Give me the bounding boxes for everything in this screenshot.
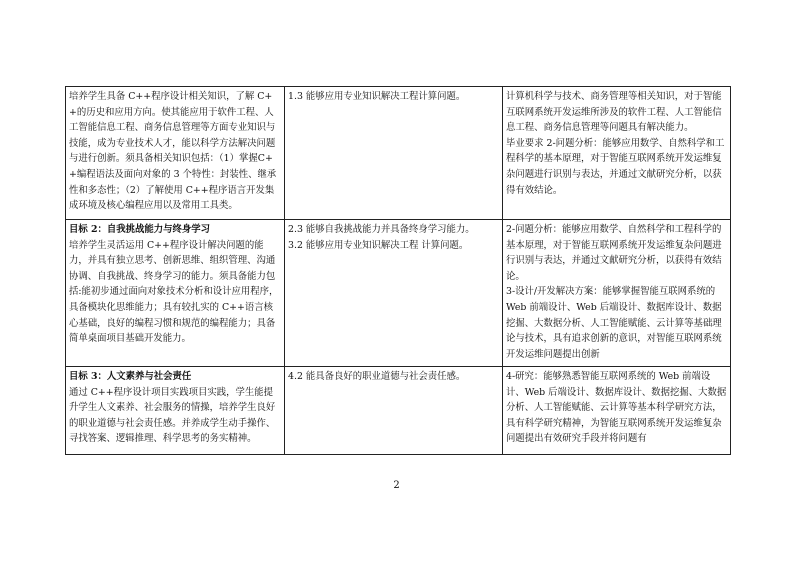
requirement-cell	[503, 220, 731, 367]
indicator-cell	[285, 220, 503, 367]
page-number: 2	[393, 480, 400, 491]
requirement-text: 毕业要求 2-问题分析：能够应用数学、自然科学和工程科学的基本原理，对于智能互联网系统开发运维复杂问题进行识别与表达，并通过文献研究分析，以获得有效结论。	[506, 137, 725, 196]
table-row	[66, 367, 731, 455]
requirement-text: 3-设计/开发解决方案：能够掌握智能互联网系统的 Web 前端设计、Web 后端设计、数据库设计、数据挖掘、大数据分析、人工智能赋能、云计算等基础理论与技术，具有追求创新的意识，对智能互联网系统开发运维问题提出创新	[506, 286, 722, 360]
indicator-text: 4.2 能具备良好的职业道德与社会责任感。	[288, 371, 466, 382]
indicator-cell	[285, 367, 503, 455]
indicator-text: 3.2 能够应用专业知识解决工程 计算问题。	[288, 239, 469, 251]
indicator-cell	[285, 87, 503, 220]
objective-title: 目标 2：自我挑战能力与终身学习	[69, 224, 211, 235]
requirement-text: 2-问题分析：能够应用数学、自然科学和工程科学的基本原理，对于智能互联网系统开发运维复杂问题进行识别与表达，并通过文献研究分析，以获得有效结论。	[506, 224, 722, 282]
curriculum-table	[65, 86, 731, 455]
table-row	[66, 87, 731, 220]
objective-cell	[66, 367, 285, 455]
requirement-cell	[503, 367, 731, 455]
indicator-text: 2.3 能够自我挑战能力并具备终身学习能力。	[288, 224, 475, 235]
objective-title: 目标 3：人文素养与社会责任	[69, 371, 192, 382]
indicator-text: 1.3 能够应用专业知识解决工程计算问题。	[288, 91, 466, 102]
requirement-cell	[503, 87, 731, 220]
objective-text: 培养学生具备 C++程序设计相关知识，了解 C++的历史和应用方向。使其能应用于软件工程、人工智能信息工程、商务信息管理等方面专业知识与技能，成为专业技术人才，能以科学方法解决问题与进行创新。须具备相关知识包括：（1）掌握C++编程语法及面向对象的 3 个特性：封装性、继承性和多态性；（2）了解使用 C++程序语言开发集成环境及核心编程应用以及常用工具类。	[69, 91, 277, 212]
requirement-text: 计算机科学与技术、商务管理等相关知识，对于智能互联网系统开发运维所涉及的软件工程、人工智能信息工程、商务信息管理等问题具有解决能力。	[506, 91, 722, 134]
objective-cell	[66, 220, 285, 367]
objective-cell	[66, 87, 285, 220]
table-row	[66, 220, 731, 367]
requirement-text: 4-研究：能够熟悉智能互联网系统的 Web 前端设计、Web 后端设计、数据库设计、数据挖掘、大数据分析、人工智能赋能、云计算等基本科学研究方法，具有科学研究精神，为智能互联网系统开发运维复杂问题提出有效研究手段并将问题有	[506, 371, 727, 445]
objective-text: 培养学生灵活运用 C++程序设计解决问题的能力，并具有独立思考、创新思维、组织管理、沟通协调、自我挑战、终身学习的能力。须具备能力包括:能初步通过面向对象技术分析和设计应用程序，具备模块化思维能力；具有较扎实的 C++语言核心基础，良好的编程习惯和规范的编程能力；具备简单桌面项目基础开发能力。	[69, 239, 279, 345]
objective-text: 通过 C++程序设计项目实践项目实践，学生能提升学生人文素养、社会服务的情操，培养学生良好的职业道德与社会责任感。并养成学生动手操作、寻找答案、逻辑推理、科学思考的务实精神。	[69, 386, 276, 445]
